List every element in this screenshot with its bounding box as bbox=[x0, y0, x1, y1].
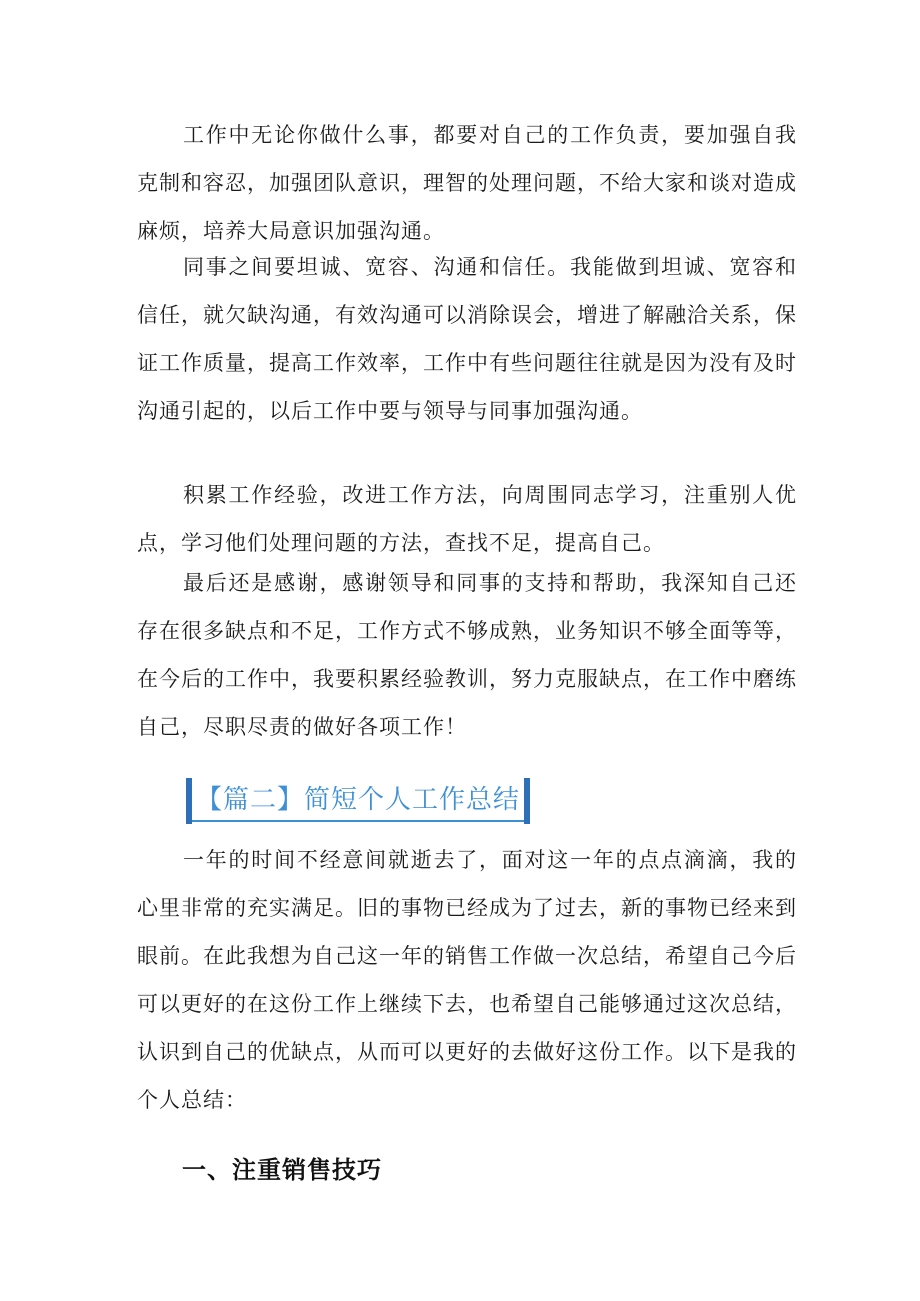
intro-paragraph: 一年的时间不经意间就逝去了，面对这一年的点点滴滴，我的心里非常的充实满足。旧的事物已经成为了过去，新的事物已经来到眼前。在此我想为自己这一年的销售工作做一次总结，希望自己今后可以更好的在这份工作上继续下去，也希望自己能够通过这次总结，认识到自己的优缺点，从而可以更好的去做好这份工作。以下是我的个人总结： bbox=[137, 848, 797, 1112]
sub-heading: 一、注重销售技巧 bbox=[182, 1156, 382, 1184]
body-paragraph: 工作中无论你做什么事，都要对自己的工作负责，要加强自我克制和容忍，加强团队意识，理智的处理问题，不给大家和谈对造成麻烦，培养大局意识加强沟通。 bbox=[137, 123, 797, 243]
body-paragraph: 最后还是感谢，感谢领导和同事的支持和帮助，我深知自己还存在很多缺点和不足，工作方式不够成熟，业务知识不够全面等等，在今后的工作中，我要积累经验教训，努力克服缺点，在工作中磨练自己，尽职尽责的做好各项工作！ bbox=[137, 571, 797, 739]
section-title: 【篇二】简短个人工作总结 bbox=[192, 780, 524, 822]
body-paragraph: 积累工作经验，改进工作方法，向周围同志学习，注重别人优点，学习他们处理问题的方法，查找不足，提高自己。 bbox=[137, 483, 797, 555]
section-heading bbox=[186, 776, 530, 826]
body-paragraph: 同事之间要坦诚、宽容、沟通和信任。我能做到坦诚、宽容和信任，就欠缺沟通，有效沟通可以消除误会，增进了解融洽关系，保证工作质量，提高工作效率，工作中有些问题往往就是因为没有及时沟通引起的，以后工作中要与领导与同事加强沟通。 bbox=[137, 255, 797, 423]
heading-right-bar bbox=[524, 778, 530, 824]
